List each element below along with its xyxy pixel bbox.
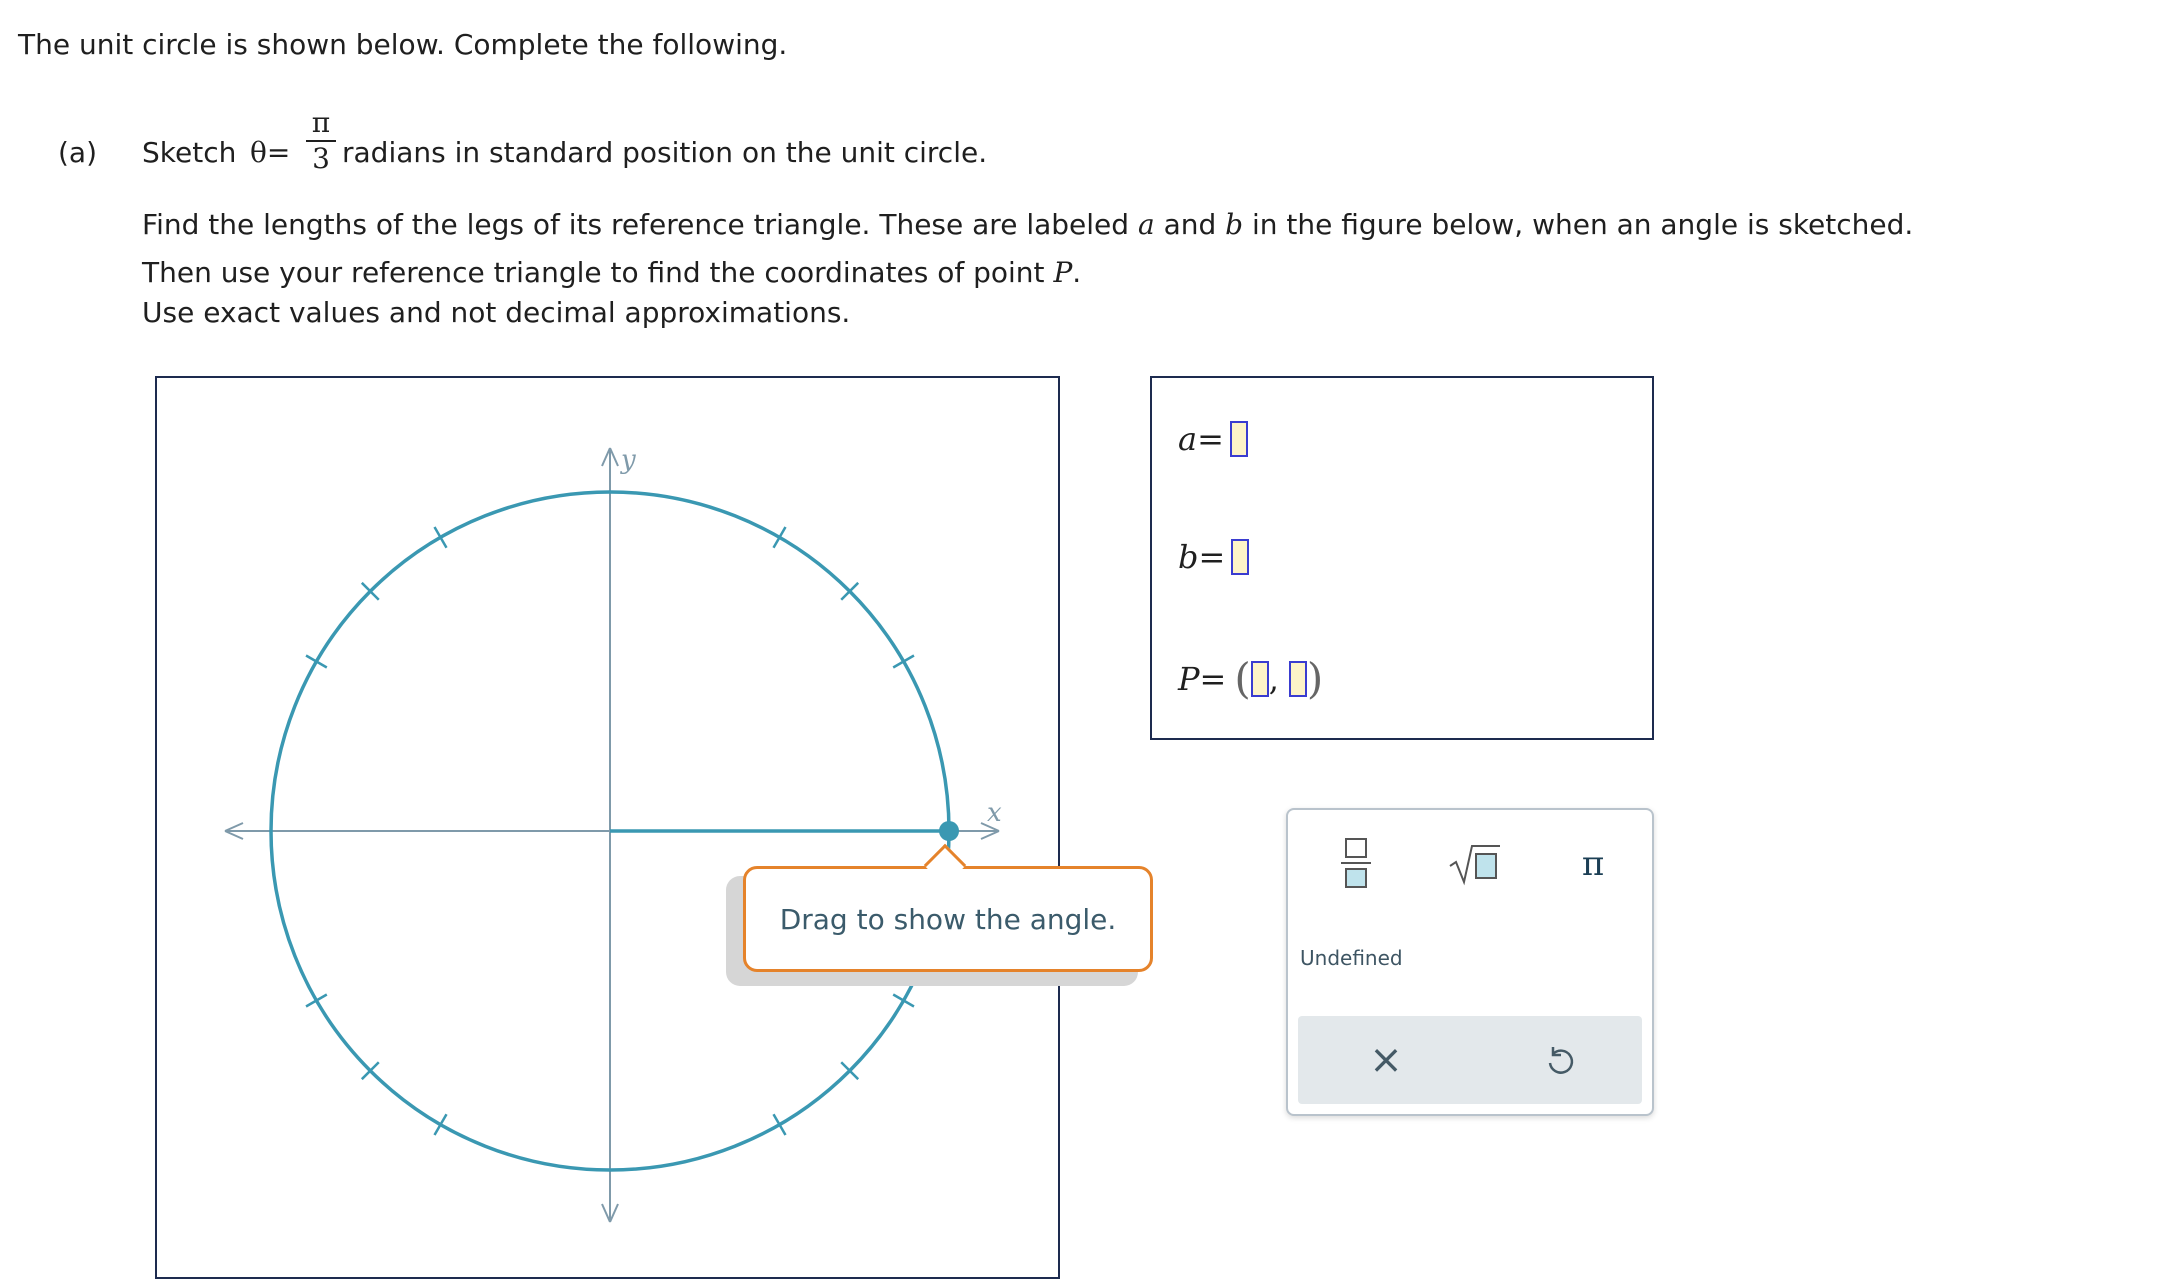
drag-hint-tooltip: Drag to show the angle. — [743, 866, 1153, 972]
theta-equation: θ= — [250, 136, 291, 169]
fraction-button[interactable] — [1330, 830, 1382, 896]
circle-tick — [893, 656, 914, 668]
clear-icon: × — [1369, 1037, 1403, 1083]
angle-drag-handle[interactable] — [939, 821, 959, 841]
p-x-input[interactable] — [1251, 661, 1269, 697]
y-axis-label: y — [621, 445, 636, 475]
undo-icon — [1544, 1044, 1576, 1076]
unit-circle-svg[interactable] — [157, 378, 1062, 1281]
angle-fraction — [306, 108, 336, 174]
answer-b-row — [1178, 538, 1249, 576]
close-paren: ) — [1306, 654, 1324, 703]
sqrt-icon — [1448, 842, 1502, 886]
intro-text: The unit circle is shown below. Complete the following. — [18, 28, 788, 61]
circle-tick — [435, 527, 447, 548]
fraction-icon — [1341, 833, 1371, 893]
undo-button[interactable] — [1536, 1036, 1584, 1084]
fraction-numerator: π — [311, 106, 331, 139]
sketch-prefix: Sketch — [142, 136, 237, 169]
fraction-denominator: 3 — [312, 142, 330, 175]
p-y-input[interactable] — [1289, 661, 1307, 697]
undefined-button[interactable]: Undefined — [1300, 946, 1403, 970]
sketch-suffix: radians in standard position on the unit circle. — [342, 136, 988, 169]
unit-circle-graph[interactable] — [155, 376, 1060, 1279]
instruction-line-3: Then use your reference triangle to find the coordinates of point P. — [142, 256, 1082, 289]
circle-tick — [774, 527, 786, 548]
instruction-line-4: Use exact values and not decimal approximations. — [142, 296, 851, 329]
sqrt-button[interactable] — [1440, 836, 1510, 892]
a-input[interactable] — [1230, 421, 1248, 457]
b-equals: = — [1198, 538, 1226, 576]
circle-tick — [435, 1114, 447, 1135]
circle-tick — [774, 1114, 786, 1135]
instruction-line-2: Find the lengths of the legs of its reference triangle. These are labeled a and b in the figure below, when an angle is sketched. — [142, 208, 1914, 241]
circle-tick — [306, 995, 327, 1007]
b-input[interactable] — [1231, 539, 1249, 575]
circle-tick — [306, 656, 327, 668]
a-variable: a — [1178, 420, 1198, 458]
part-label: (a) — [58, 136, 98, 169]
clear-button[interactable] — [1362, 1036, 1410, 1084]
b-variable: b — [1178, 538, 1199, 576]
a-equals: = — [1197, 420, 1224, 458]
answer-a-row — [1178, 420, 1248, 458]
circle-tick — [893, 995, 914, 1007]
open-paren: ( — [1234, 654, 1251, 703]
answer-p-row — [1178, 654, 1323, 703]
pi-button[interactable]: π — [1581, 844, 1605, 884]
p-equals: = — [1199, 659, 1227, 698]
palette-action-bar — [1298, 1016, 1642, 1104]
p-comma: , — [1268, 659, 1279, 698]
p-variable: P — [1178, 659, 1200, 698]
x-axis-label: x — [987, 798, 1002, 828]
